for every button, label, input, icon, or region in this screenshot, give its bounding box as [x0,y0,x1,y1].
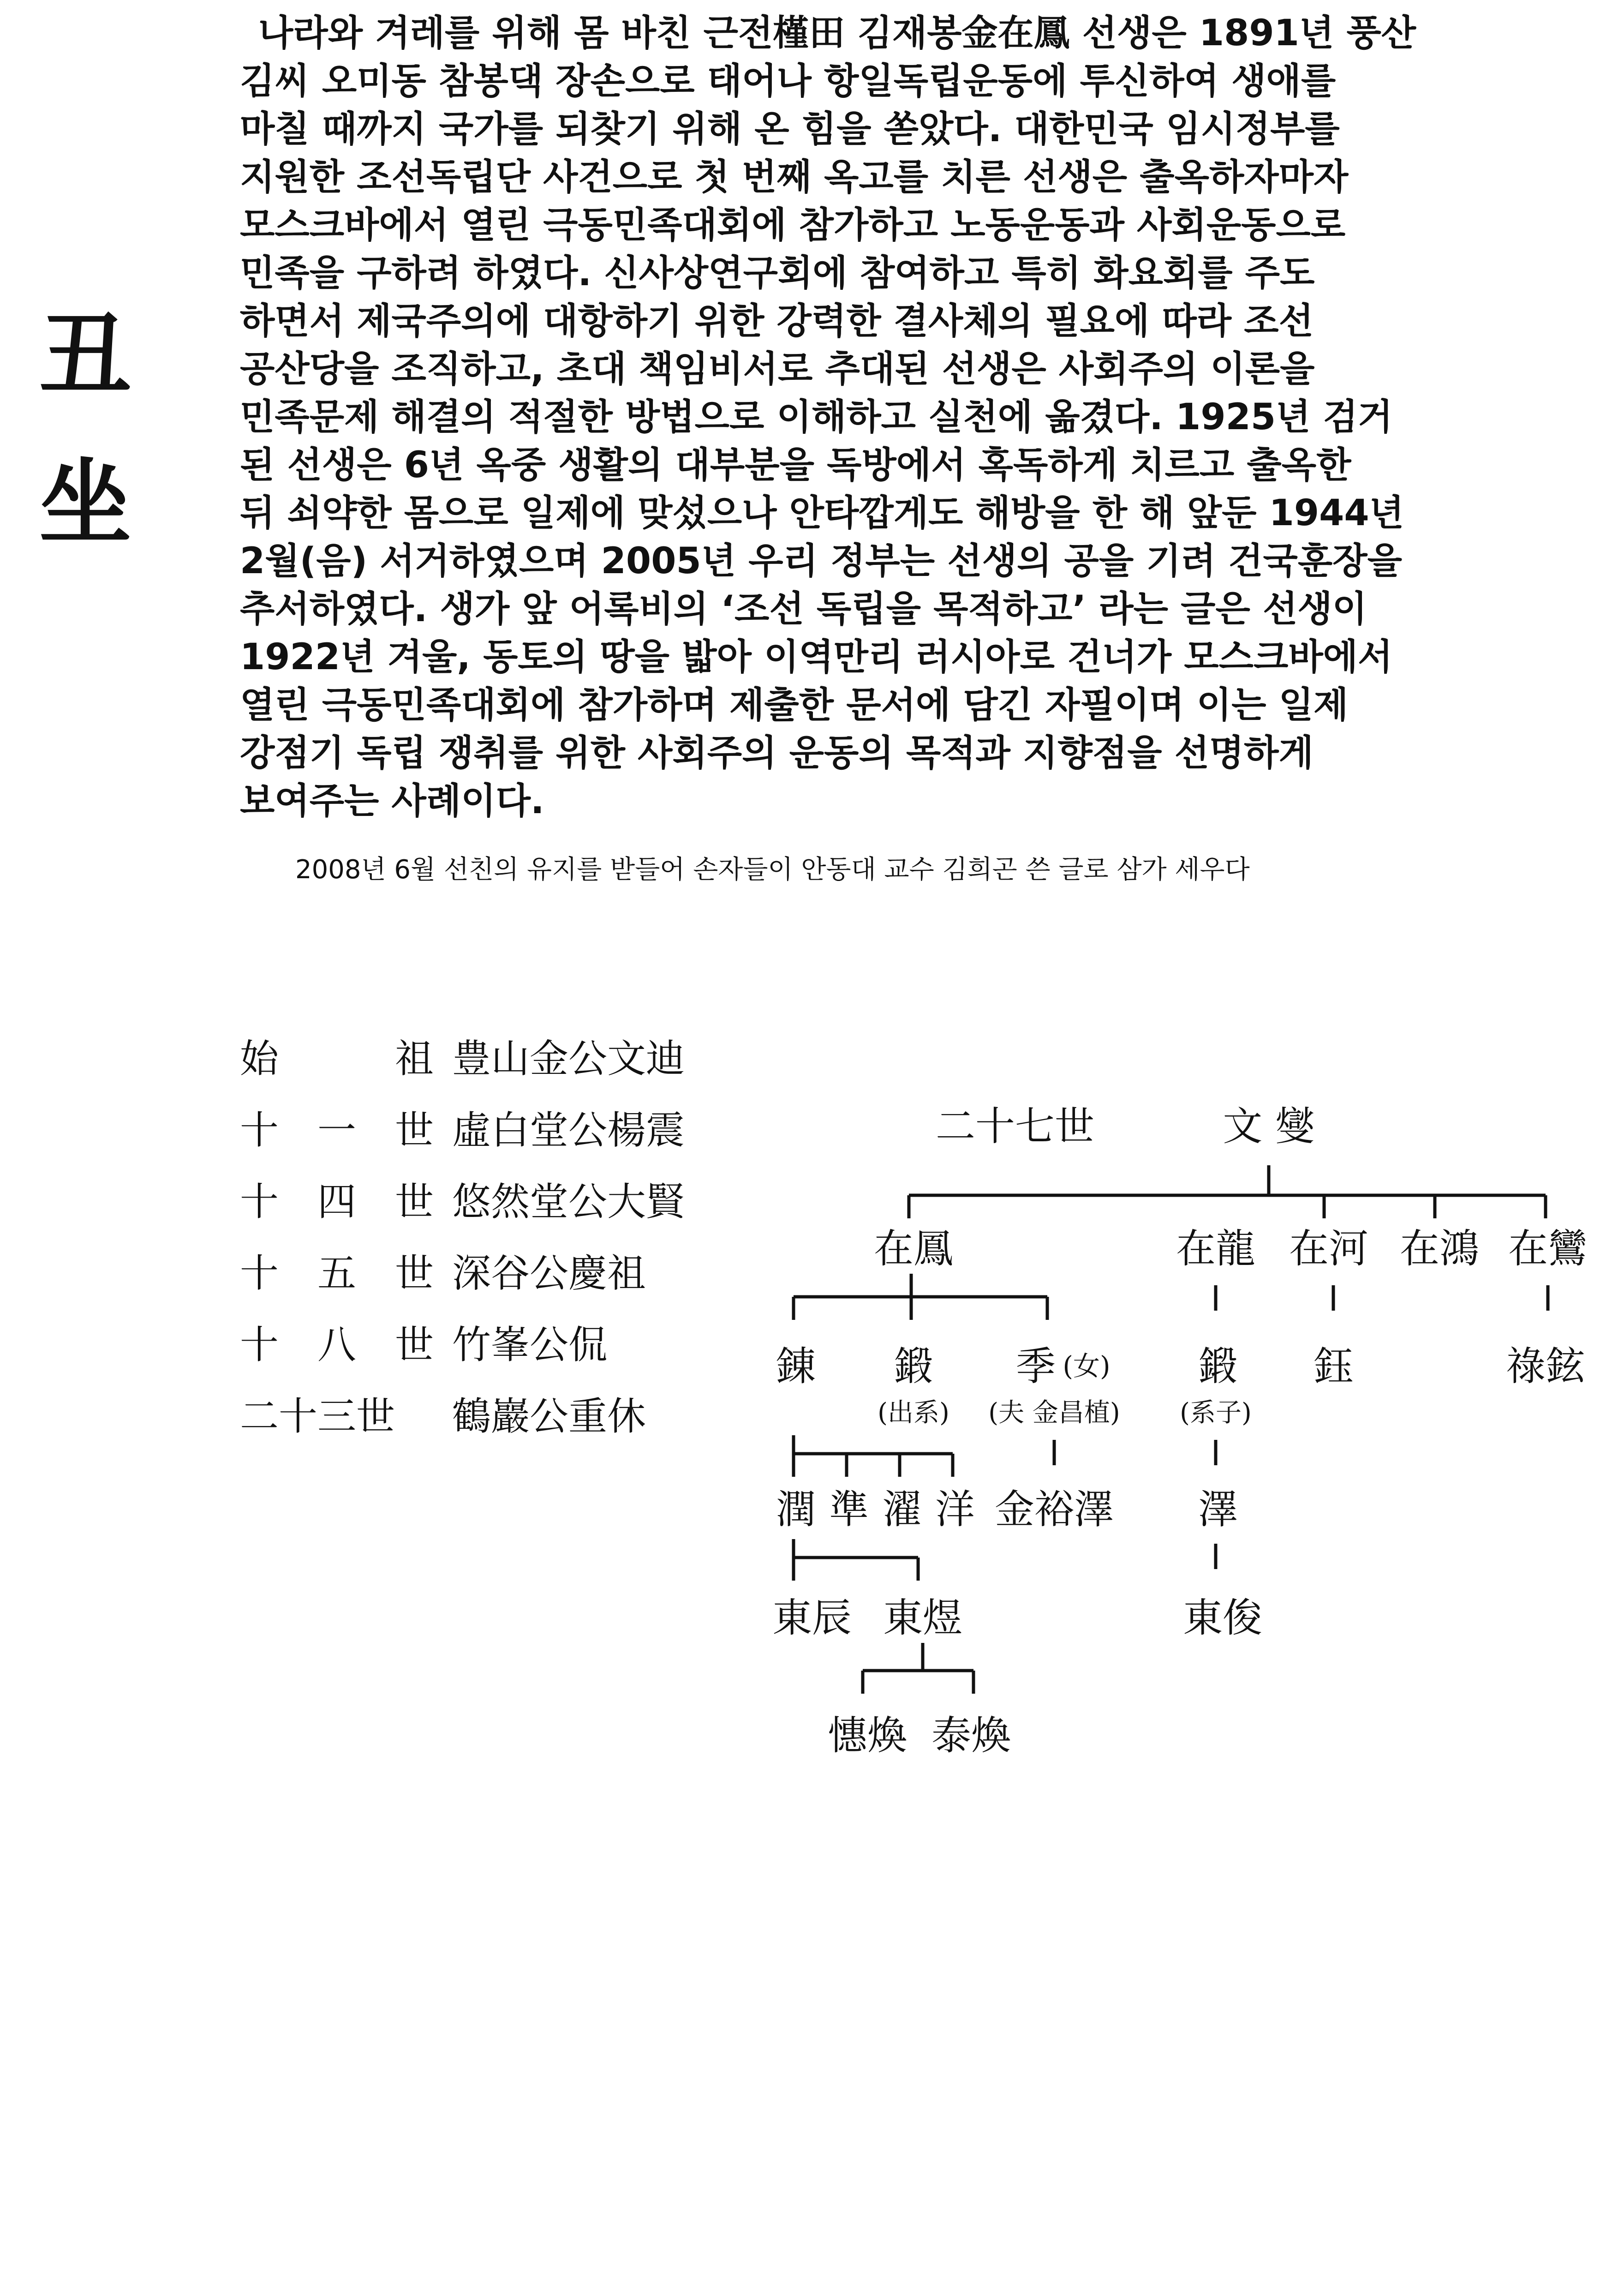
paragraph-line: 2월(음) 서거하였으며 2005년 우리 정부는 선생의 공을 기려 건국훈장을 [240,540,1402,582]
ancestor-name: 深谷公慶祖 [452,1251,646,1296]
generation-label: 十 八 世 [240,1322,434,1367]
tree-note: (系子) [1180,1398,1252,1428]
side-title-char-2: 坐 [39,449,131,557]
paragraph-line: 하면서 제국주의에 대항하기 위한 강력한 결사체의 필요에 따라 조선 [240,300,1314,342]
tree-grandchild: 錬 [776,1343,816,1390]
generation-label: 十 五 世 [240,1251,434,1296]
tree-grandchild: 季 [1016,1343,1056,1390]
tree-son: 在鸞 [1508,1226,1588,1272]
tree-son: 在河 [1289,1226,1368,1272]
paragraph-line: 열린 극동민족대회에 참가하며 제출한 문서에 담긴 자필이며 이는 일제 [240,684,1349,726]
tree-great-grandchild: 洋 [935,1486,975,1533]
tree-gen5: 泰煥 [931,1713,1011,1759]
tree-root-name: 文 燮 [1223,1103,1315,1150]
tree-grandchild: 鍛 [1198,1343,1238,1390]
tree-grandchild: 鍛 [894,1343,933,1390]
tree-gen4: 東辰 [772,1595,852,1641]
paragraph-line: 나라와 겨레를 위해 몸 바친 근전槿田 김재봉金在鳳 선생은 1891년 풍산 [258,12,1416,54]
ancestor-name: 悠然堂公大賢 [452,1179,685,1224]
tree-son: 在鳳 [874,1226,953,1272]
paragraph-line: 추서하였다. 생가 앞 어록비의 ‘조선 독립을 목적하고’ 라는 글은 선생이 [240,588,1367,630]
tree-son: 在龍 [1176,1226,1255,1272]
tree-note: (女) [1063,1350,1111,1382]
generation-label: 始 祖 [240,1036,434,1081]
paragraph-line: 보여주는 사례이다. [240,780,544,822]
tree-root-generation: 二十七世 [936,1103,1094,1150]
paragraph-line: 뒤 쇠약한 몸으로 일제에 맞섰으나 안타깝게도 해방을 한 해 앞둔 1944년 [240,492,1404,534]
generation-label: 十 一 世 [240,1108,434,1153]
paragraph-line: 민족문제 해결의 적절한 방법으로 이해하고 실천에 옮겼다. 1925년 검거 [240,396,1393,438]
paragraph-line: 강점기 독립 쟁취를 위한 사회주의 운동의 목적과 지향점을 선명하게 [240,732,1314,774]
ancestor-name: 竹峯公侃 [452,1322,608,1367]
tree-great-grandchild: 潤 [776,1486,816,1533]
tree-grandchild: 祿鉉 [1506,1343,1585,1390]
generation-label: 十 四 世 [240,1179,434,1224]
side-title-char-1: 丑 [39,301,131,409]
tree-gen4: 東煜 [883,1595,962,1641]
ancestor-name: 虛白堂公楊震 [452,1108,685,1153]
tree-gen4: 東俊 [1183,1595,1262,1641]
tree-great-grandchild: 澤 [1198,1486,1238,1533]
tree-great-grandchild: 準 [829,1486,869,1533]
paragraph-line: 지원한 조선독립단 사건으로 첫 번째 옥고를 치른 선생은 출옥하자마자 [240,156,1349,198]
tree-great-grandchild: 濯 [882,1486,922,1533]
tree-note: (夫 金昌植) [988,1398,1120,1428]
paragraph-line: 김씨 오미동 참봉댁 장손으로 태어나 항일독립운동에 투신하여 생애를 [240,60,1336,102]
tree-son: 在鴻 [1400,1226,1479,1272]
tree-great-grandchild: 金裕澤 [995,1486,1114,1533]
paragraph-line: 1922년 겨울, 동토의 땅을 밟아 이역만리 러시아로 건너가 모스크바에서 [240,636,1393,678]
tree-gen5: 憓煥 [828,1713,907,1759]
paragraph-line: 모스크바에서 열린 극동민족대회에 참가하고 노동운동과 사회운동으로 [240,204,1346,246]
paragraph-line: 된 선생은 6년 옥중 생활의 대부분을 독방에서 혹독하게 치르고 출옥한 [240,444,1351,486]
inscription-note: 2008년 6월 선친의 유지를 받들어 손자들이 안동대 교수 김희곤 쓴 글로 삼가 세우다 [295,855,1250,885]
ancestor-name: 豊山金公文迪 [452,1036,685,1081]
paragraph-line: 민족을 구하려 하였다. 신사상연구회에 참여하고 특히 화요회를 주도 [240,252,1315,294]
paragraph-line: 마칠 때까지 국가를 되찾기 위해 온 힘을 쏟았다. 대한민국 임시정부를 [240,108,1340,150]
ancestor-name: 鶴巖公重休 [452,1394,646,1439]
tree-note: (出系) [878,1398,949,1428]
generation-label: 二十三世 [240,1394,395,1439]
paragraph-line: 공산당을 조직하고, 초대 책임비서로 추대된 선생은 사회주의 이론을 [240,348,1315,390]
tree-grandchild: 鈺 [1314,1343,1353,1390]
